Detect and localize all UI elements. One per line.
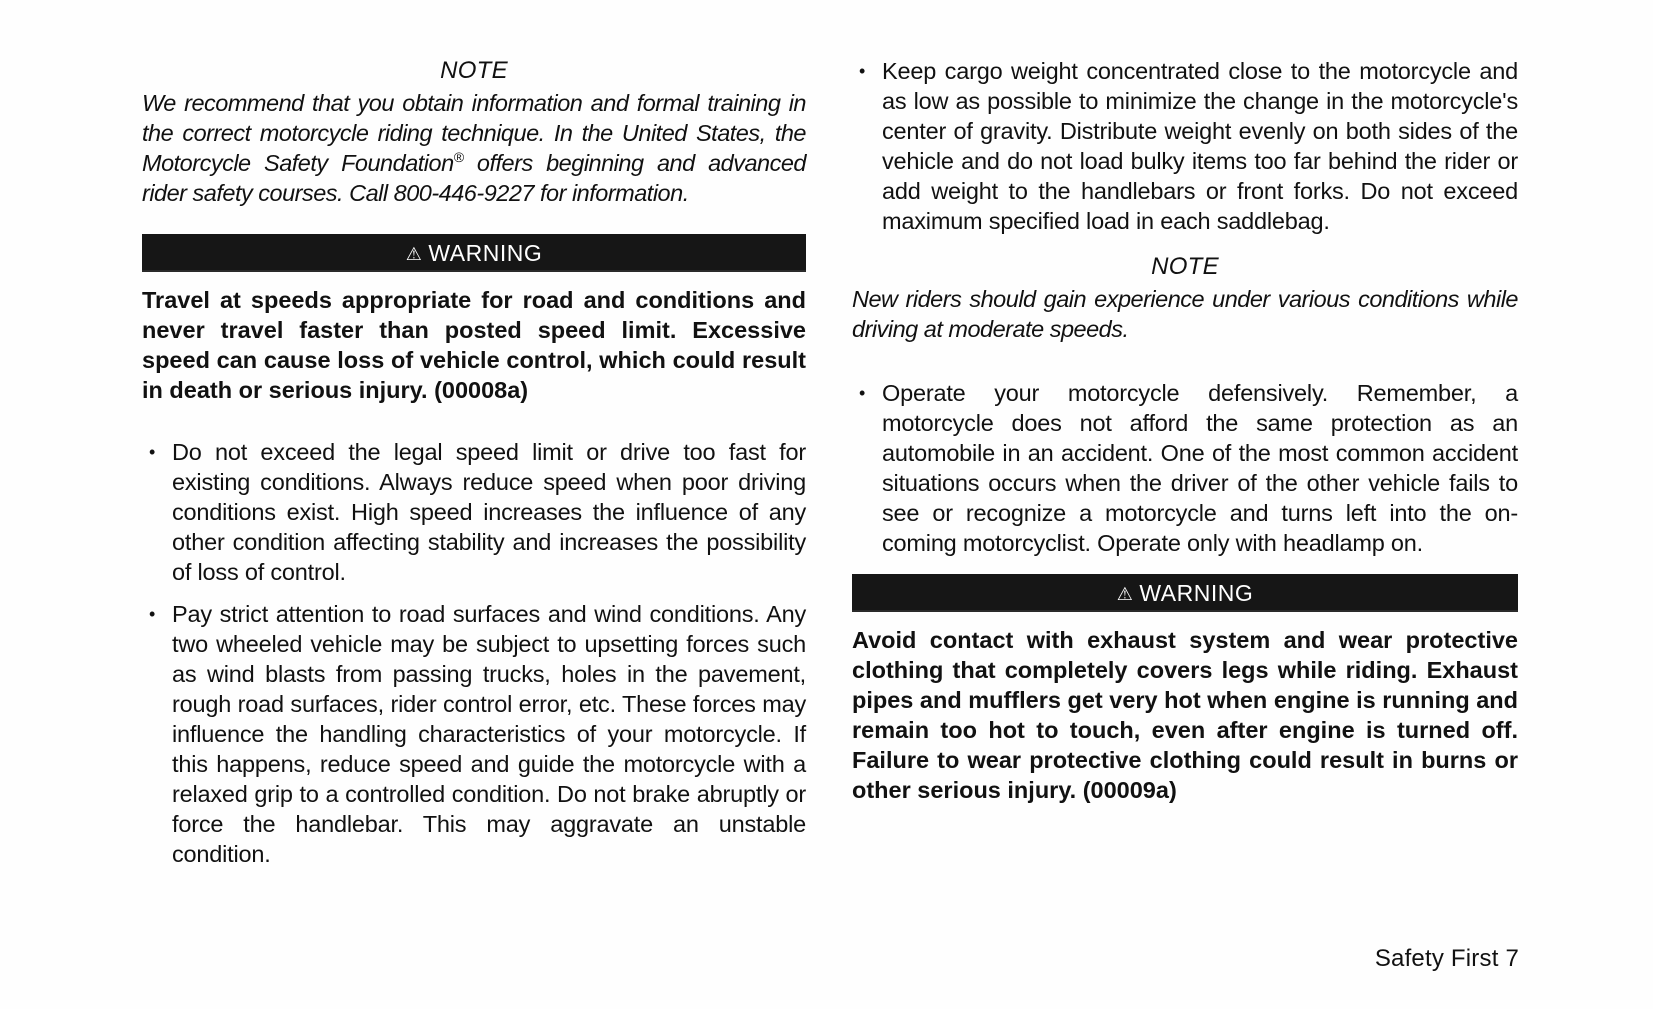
page-number: Safety First 7 [1374,945,1519,972]
warning-text: Travel at speeds appropriate for road and conditions and never travel faster than posted speed limit. Excessive speed can cause loss of vehicle control, which could result in death or serious injury. (00008a) [142,287,806,403]
note-title: NOTE [440,57,508,84]
right-column [852,56,1518,805]
note-title: NOTE [1151,253,1219,280]
list-item-text: Do not exceed the legal speed limit or drive too fast for existing conditions. Always reduce speed when poor driving conditions exist. High speed increases the influence of any other condition affecting stability and increases the possibility of loss of control. [172,439,806,585]
list-item [852,56,1518,236]
note-section [852,252,1518,344]
note-text-part1: We recommend that you obtain information and formal training in the correct motorcycle riding technique. In the United States, the Motorcycle Safety Foundation [142,90,806,176]
note-section [142,56,806,208]
bullet-list [142,437,806,869]
list-item-text: Pay strict attention to road surfaces and wind conditions. Any two wheeled vehicle may be subject to upsetting forces such as wind blasts from passing trucks, holes in the pavement, rough road surfaces, rider control error, etc. These forces may influence the handling characteristics of your motorcycle. If this happens, reduce speed and guide the motorcycle with a relaxed grip to a controlled condition. Do not brake abruptly or force the handlebar. This may aggravate an unstable condition. [172,601,806,867]
note-text-part2: offers beginning and advanced rider safety courses. Call 800-446-9227 for information. [142,150,806,206]
bullet-icon: • [148,604,156,624]
warning-section [142,234,806,405]
warning-section [852,574,1518,805]
bullet-icon: • [858,383,866,403]
bullet-icon: • [148,442,156,462]
bullet-list [852,378,1518,558]
list-item [142,599,806,869]
bullet-list [852,56,1518,236]
note-text: New riders should gain experience under various conditions while driving at moderate speeds. [852,286,1518,342]
list-item-text: Operate your motorcycle defensively. Remember, a motorcycle does not afford the same protection as an automobile in an accident. One of the most common accident situations occurs when the driver of the other vehicle fails to see or recognize a motorcycle and turns left into the on-coming motorcyclist. Operate only with headlamp on. [882,380,1518,556]
warning-triangle-icon: ⚠ [405,244,423,264]
list-item-text: Keep cargo weight concentrated close to the motorcycle and as low as possible to minimize the change in the motorcycle's center of gravity. Distribute weight evenly on both sides of the vehicle and do not load bulky items too far behind the rider or add weight to the handlebars or front forks. Do not exceed maximum specified load in each saddlebag. [882,58,1518,234]
list-item [852,378,1518,558]
warning-text: Avoid contact with exhaust system and wear protective clothing that completely covers legs while riding. Exhaust pipes and mufflers get very hot when engine is running and remain too hot to touch, even after engine is turned off. Failure to wear protective clothing could result in burns or other serious injury. (00009a) [852,627,1518,803]
bullet-icon: • [858,61,866,81]
left-column [142,56,806,869]
registered-mark: ® [453,149,464,166]
warning-triangle-icon: ⚠ [1116,584,1134,604]
warning-banner [852,574,1518,612]
warning-label: WARNING [428,240,543,266]
note-text [142,88,806,208]
warning-banner [142,234,806,272]
warning-label: WARNING [1139,580,1254,606]
list-item [142,437,806,587]
